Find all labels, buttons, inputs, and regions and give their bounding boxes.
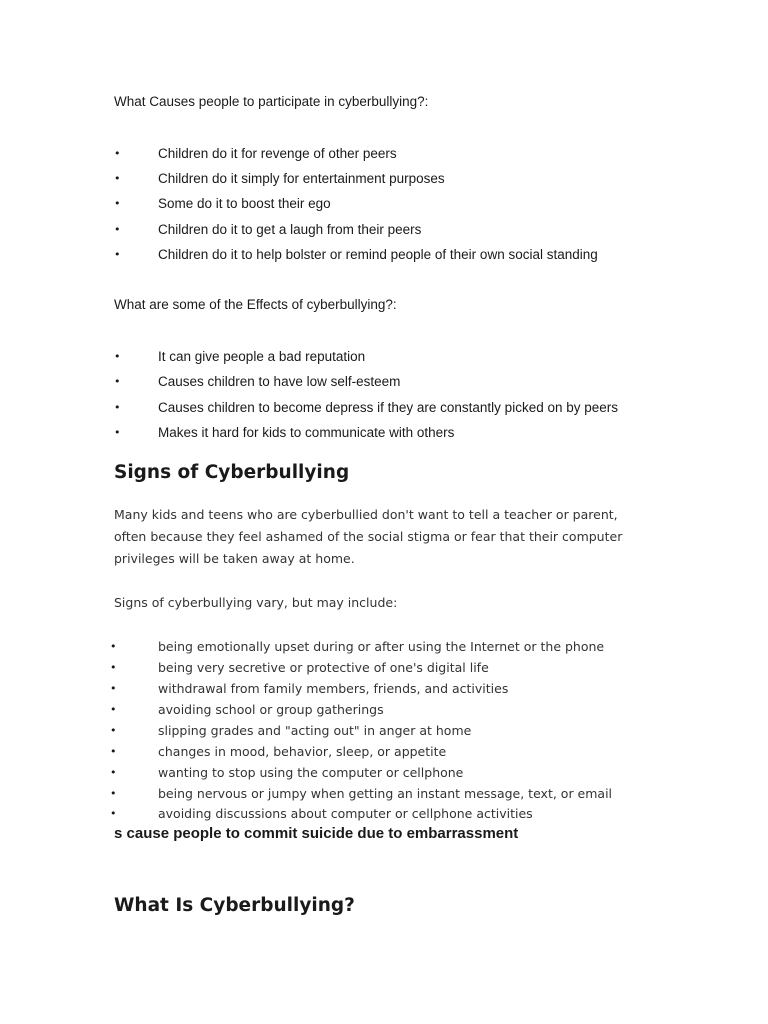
list-item [0,804,768,824]
list-item-text: Children do it for revenge of other peers [158,146,397,161]
list-item [0,372,768,392]
list-item-text: Makes it hard for kids to communicate with others [158,425,455,440]
bullet-icon: • [114,350,121,363]
list-item [0,742,768,762]
list-item [0,169,768,189]
list-item-text: being emotionally upset during or after using the Internet or the phone [158,639,605,654]
list-item-text: Causes children to have low self-esteem [158,374,401,389]
what-is-heading: What Is Cyberbullying? [114,895,355,916]
bullet-icon: • [110,745,117,758]
effects-question: What are some of the Effects of cyberbullying?: [114,297,397,312]
list-item-text: avoiding school or group gatherings [158,702,384,717]
list-item [0,398,768,418]
list-item-text: avoiding discussions about computer or cellphone activities [158,806,533,821]
bullet-icon: • [114,375,121,388]
bullet-icon: • [114,147,121,160]
list-item [0,700,768,720]
list-item-text: being very secretive or protective of one's digital life [158,660,489,675]
bullet-icon: • [114,223,121,236]
list-item [0,721,768,741]
list-item [0,784,768,804]
bullet-icon: • [114,172,121,185]
list-item-text: withdrawal from family members, friends, and activities [158,681,509,696]
list-item [0,763,768,783]
bullet-icon: • [110,807,117,820]
causes-question: What Causes people to participate in cyberbullying?: [114,94,429,109]
list-item [0,679,768,699]
bullet-icon: • [110,724,117,737]
list-item [0,144,768,164]
bullet-icon: • [114,248,121,261]
list-item [0,245,768,265]
bullet-icon: • [110,703,117,716]
list-item [0,658,768,678]
list-item [0,347,768,367]
bullet-icon: • [110,682,117,695]
list-item [0,194,768,214]
bullet-icon: • [114,197,121,210]
list-item-text: Children do it to get a laugh from their peers [158,222,422,237]
list-item-text: Some do it to boost their ego [158,196,331,211]
list-item [0,423,768,443]
list-item-text: It can give people a bad reputation [158,349,366,364]
signs-heading: Signs of Cyberbullying [114,462,350,483]
list-item [0,220,768,240]
list-item-text: Children do it simply for entertainment purposes [158,171,445,186]
signs-intro: Many kids and teens who are cyberbullied don't want to tell a teacher or parent, often because they feel ashamed of the social stigma or fear that their computer privileges will be taken away at home. [114,507,623,566]
bullet-icon: • [110,661,117,674]
list-item [0,637,768,657]
list-item-text: Children do it to help bolster or remind people of their own social standing [158,247,598,262]
bullet-icon: • [114,426,121,439]
list-item-text: Causes children to become depress if they are constantly picked on by peers [158,400,619,415]
overlapping-fragment: s cause people to commit suicide due to embarrassment [114,825,519,842]
bullet-icon: • [114,401,121,414]
bullet-icon: • [110,787,117,800]
list-item-text: being nervous or jumpy when getting an instant message, text, or email [158,786,613,801]
list-item-text: wanting to stop using the computer or cellphone [158,765,464,780]
bullet-icon: • [110,640,117,653]
list-item-text: slipping grades and "acting out" in anger at home [158,723,472,738]
signs-lead: Signs of cyberbullying vary, but may include: [114,595,398,610]
bullet-icon: • [110,766,117,779]
list-item-text: changes in mood, behavior, sleep, or appetite [158,744,447,759]
